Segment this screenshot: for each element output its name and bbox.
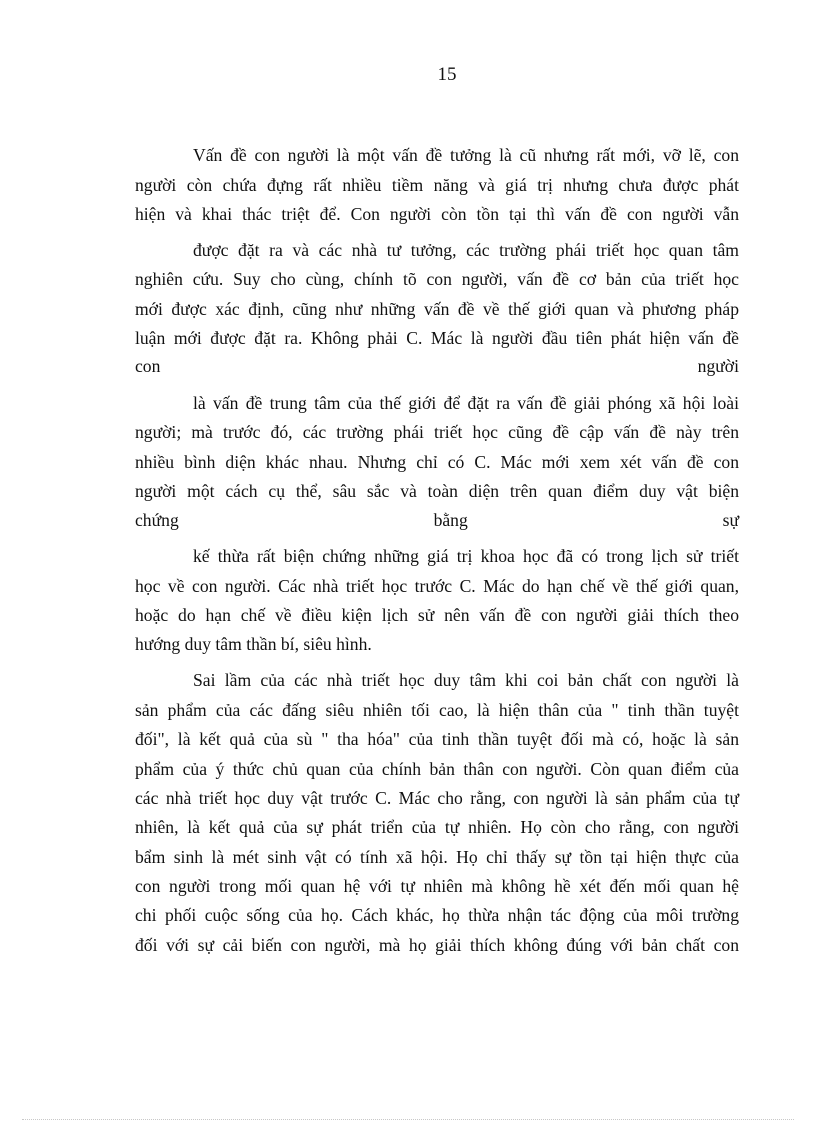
text-line: hoặc do hạn chế về điều kiện lịch sử nên vấn đề con người giải thích theo <box>135 605 739 625</box>
text-line: bẩm sinh là mét sinh vật có tính xã hội. Họ chỉ thấy sự tồn tại hiện thực của <box>135 847 739 867</box>
text-line: hướng duy tâm thần bí, siêu hình. <box>135 634 372 654</box>
text-line: nhiên, là kết quả của sự phát triển của tự nhiên. Họ còn cho rằng, con người <box>135 817 739 837</box>
text-line <box>135 354 739 378</box>
text-word: sự <box>722 510 739 530</box>
text-line: kế thừa rất biện chứng những giá trị khoa học đã có trong lịch sử triết <box>193 546 739 566</box>
text-line: luận mới được đặt ra. Không phải C. Mác là người đầu tiên phát hiện vấn đề <box>135 328 739 348</box>
page-number: 15 <box>437 64 457 85</box>
text-line: Vấn đề con người là một vấn đề tưởng là cũ nhưng rất mới, vỡ lẽ, con <box>193 145 739 165</box>
page-bottom-divider <box>22 1119 794 1120</box>
text-line: học về con người. Các nhà triết học trước C. Mác do hạn chế về thế giới quan, <box>135 576 739 596</box>
text-line: Sai lầm của các nhà triết học duy tâm khi coi bản chất con người là <box>193 670 739 690</box>
text-line: nghiên cứu. Suy cho cùng, chính tõ con người, vấn đề cơ bản của triết học <box>135 269 739 289</box>
text-line: người còn chứa đựng rất nhiều tiềm năng và giá trị nhưng chưa được phát <box>135 175 739 195</box>
text-word: con <box>135 356 161 376</box>
text-line: đối với sự cải biến con người, mà họ giải thích không đúng với bản chất con <box>135 935 739 955</box>
text-line: nhiều bình diện khác nhau. Nhưng chỉ có C. Mác mới xem xét vấn đề con <box>135 452 739 472</box>
text-word: chứng <box>135 510 179 530</box>
text-line: sản phẩm của các đấng siêu nhiên tối cao, là hiện thân của " tinh thần tuyệt <box>135 700 739 720</box>
text-line: người một cách cụ thể, sâu sắc và toàn diện trên quan điểm duy vật biện <box>135 481 739 501</box>
text-line: các nhà triết học duy vật trước C. Mác cho rằng, con người là sản phẩm của tự <box>135 788 739 808</box>
text-line <box>135 508 739 532</box>
text-line: phẩm của ý thức chủ quan của chính bản thân con người. Còn quan điểm của <box>135 759 739 779</box>
text-line: đối", là kết quả của sù " tha hóa" của tinh thần tuyệt đối mà có, hoặc là sản <box>135 729 739 749</box>
text-word: bằng <box>433 510 468 530</box>
text-line: chi phối cuộc sống của họ. Cách khác, họ thừa nhận tác động của môi trường <box>135 905 739 925</box>
text-line: con người trong mối quan hệ với tự nhiên mà không hề xét đến mối quan hệ <box>135 876 739 896</box>
text-line: là vấn đề trung tâm của thế giới để đặt ra vấn đề giải phóng xã hội loài <box>193 393 739 413</box>
text-word: người <box>697 356 739 376</box>
text-line: hiện và khai thác triệt để. Con người còn tồn tại thì vấn đề con người vẫn <box>135 204 739 224</box>
text-line: mới được xác định, cũng như những vấn đề về thế giới quan và phương pháp <box>135 299 739 319</box>
text-line: người; mà trước đó, các trường phái triết học cũng đề cập vấn đề này trên <box>135 422 739 442</box>
text-line: được đặt ra và các nhà tư tưởng, các trường phái triết học quan tâm <box>193 240 739 260</box>
